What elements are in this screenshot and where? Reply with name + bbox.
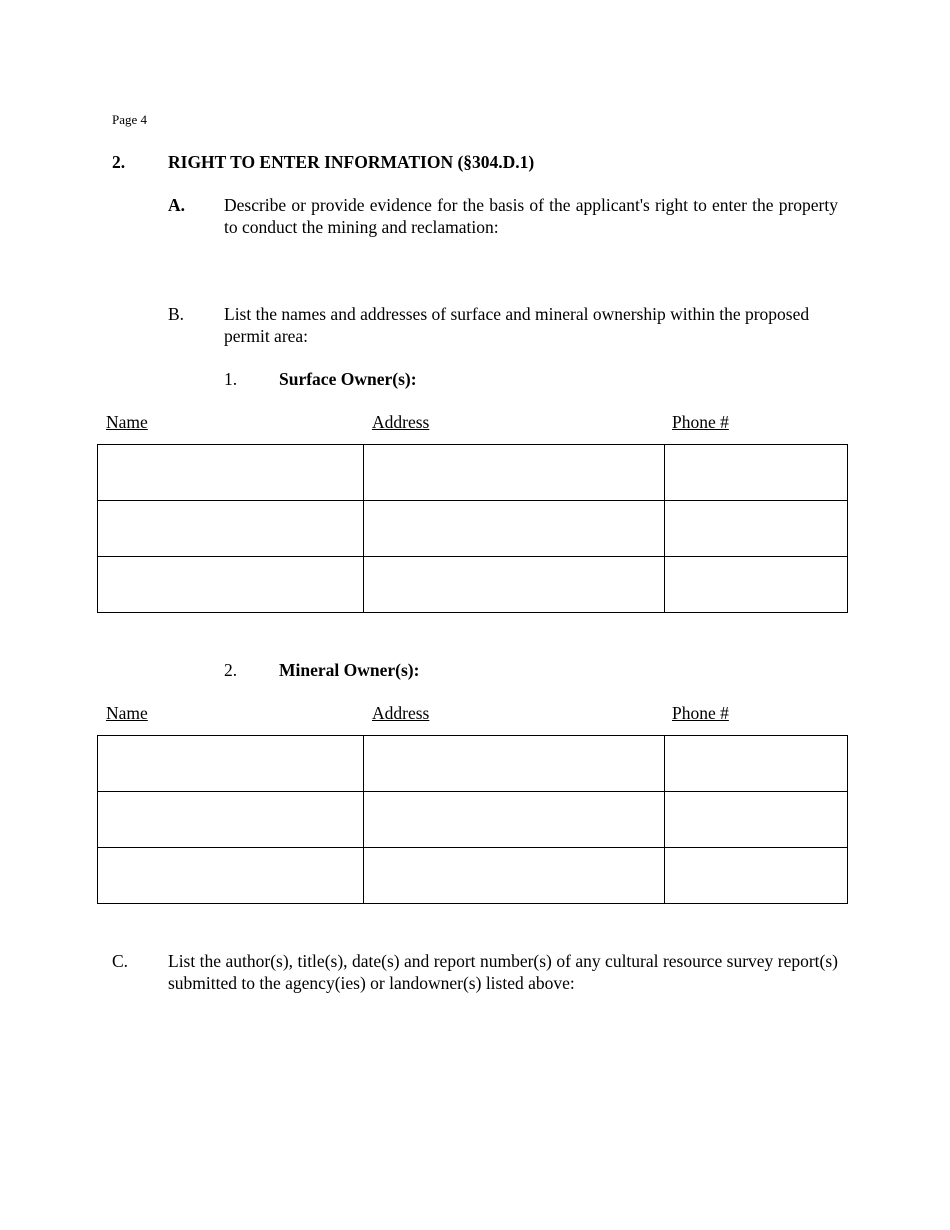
table-row [98, 557, 848, 613]
surface-header-phone: Phone # [672, 412, 729, 432]
mineral-header-address: Address [372, 703, 430, 723]
mineral-address-cell[interactable] [364, 848, 665, 904]
surface-title: Surface Owner(s): [279, 369, 417, 389]
item-c-text: List the author(s), title(s), date(s) and report number(s) of any cultural resource survey report(s) submitted to the agency(ies) or landowner(s) listed above: [168, 951, 838, 993]
surface-name-cell[interactable] [98, 445, 364, 501]
table-row [98, 848, 848, 904]
surface-address-cell[interactable] [364, 501, 665, 557]
table-row [98, 501, 848, 557]
mineral-number: 2. [224, 660, 238, 680]
item-a-letter: A. [168, 195, 186, 215]
item-a-text: Describe or provide evidence for the basis of the applicant's right to enter the property to conduct the mining and reclamation: [224, 195, 838, 237]
table-row [98, 445, 848, 501]
mineral-owners-table [97, 735, 848, 904]
mineral-address-cell[interactable] [364, 736, 665, 792]
surface-phone-cell[interactable] [665, 557, 848, 613]
mineral-address-cell[interactable] [364, 792, 665, 848]
mineral-name-cell[interactable] [98, 848, 364, 904]
surface-name-cell[interactable] [98, 501, 364, 557]
surface-owners-table [97, 444, 848, 613]
mineral-name-cell[interactable] [98, 792, 364, 848]
table-row [98, 792, 848, 848]
mineral-header-name: Name [106, 703, 148, 723]
surface-phone-cell[interactable] [665, 501, 848, 557]
table-row [98, 736, 848, 792]
surface-address-cell[interactable] [364, 445, 665, 501]
surface-header-name: Name [106, 412, 148, 432]
surface-header-address: Address [372, 412, 430, 432]
surface-number: 1. [224, 369, 238, 389]
item-b-letter: B. [168, 304, 185, 324]
item-c-letter: C. [112, 951, 129, 971]
page-label: Page 4 [112, 112, 148, 127]
mineral-phone-cell[interactable] [665, 736, 848, 792]
mineral-phone-cell[interactable] [665, 792, 848, 848]
item-b-text: List the names and addresses of surface and mineral ownership within the proposed permit area: [224, 304, 810, 346]
mineral-name-cell[interactable] [98, 736, 364, 792]
mineral-title: Mineral Owner(s): [279, 660, 420, 680]
surface-address-cell[interactable] [364, 557, 665, 613]
mineral-phone-cell[interactable] [665, 848, 848, 904]
section-title: RIGHT TO ENTER INFORMATION (§304.D.1) [168, 152, 535, 172]
section-number: 2. [112, 152, 126, 172]
surface-phone-cell[interactable] [665, 445, 848, 501]
mineral-header-phone: Phone # [672, 703, 729, 723]
surface-name-cell[interactable] [98, 557, 364, 613]
